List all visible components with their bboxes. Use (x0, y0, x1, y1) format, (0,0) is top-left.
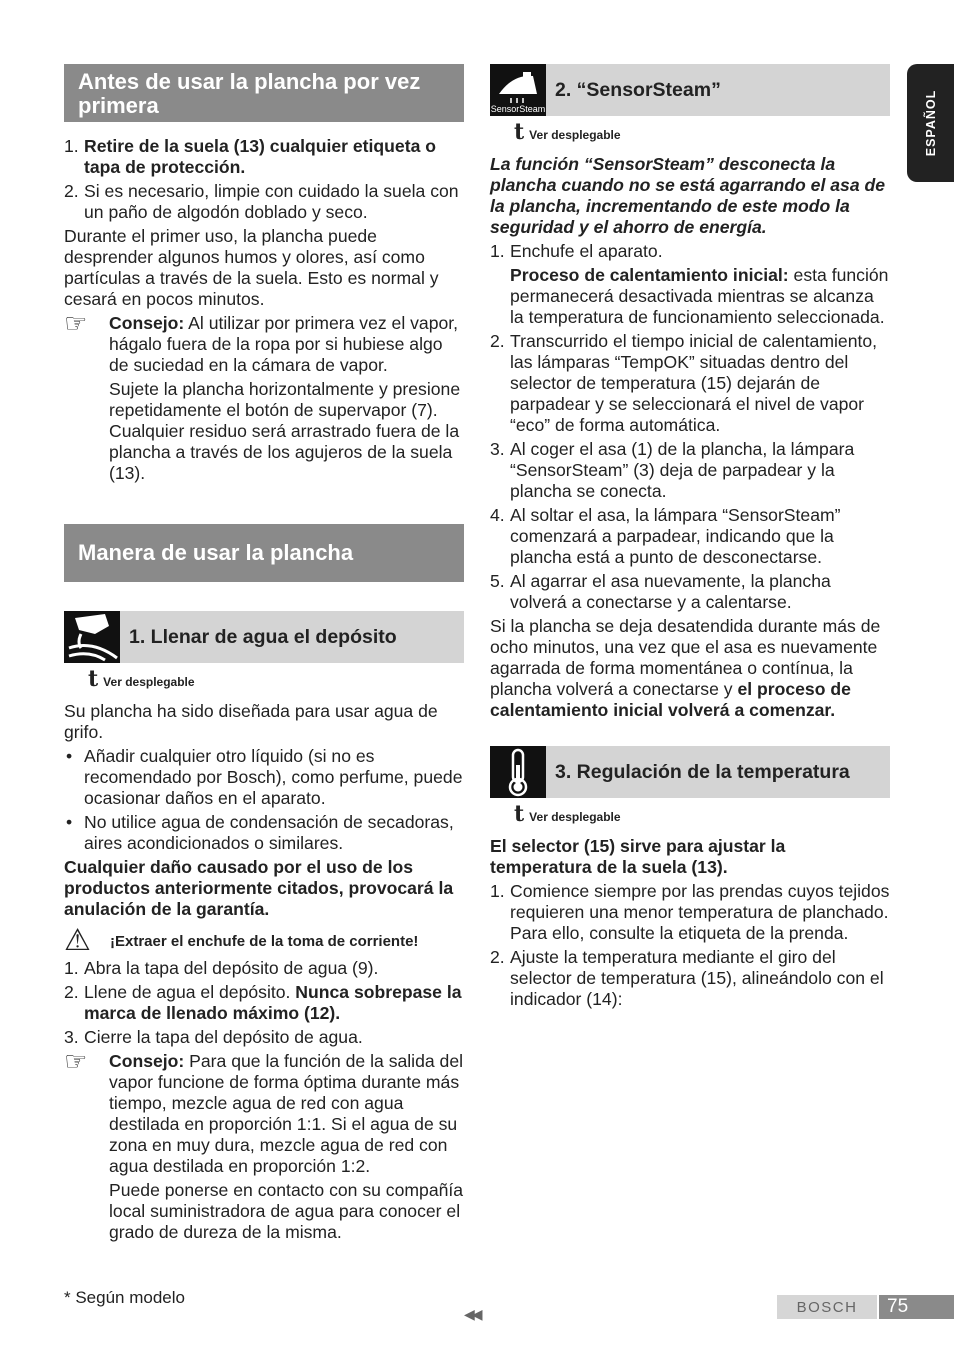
language-tab (907, 64, 954, 182)
tip-label: Consejo: (109, 313, 185, 333)
list-item: 1. Comience siempre por las prendas cuyos tejidos requieren una menor temperatura de planchado. Para ello, consulte la etiqueta de la prenda. (490, 881, 890, 943)
fold-out-note: t Ver desplegable (514, 801, 621, 827)
list-item: 4. Al soltar el asa, la lámpara “SensorSteam” comenzará a parpadear, indicando que la plancha está a punto de desconectarse. (490, 505, 841, 567)
temp-section-header (490, 746, 890, 798)
pointing-hand-icon: ☞ (64, 1047, 88, 1077)
temp-steps (490, 881, 890, 1010)
pointing-hand-icon: ☞ (64, 309, 88, 339)
sensor-steps (490, 241, 890, 262)
fold-out-icon: t (514, 119, 525, 145)
list-item: 2. Llene de agua el depósito. Nunca sobrepase la marca de llenado máximo (12). (64, 982, 462, 1023)
back-nav-icon[interactable]: ◀◀ (464, 1306, 480, 1322)
temp-section-title: 3. Regulación de la temperatura (546, 746, 890, 798)
tip-label: Consejo: (109, 1051, 185, 1071)
list-item: 2. Si es necesario, limpie con cuidado la suela con un paño de algodón doblado y seco. (64, 181, 459, 222)
warranty-note: Cualquier daño causado por el uso de los productos anteriormente citados, provocará la anulación de la garantía. (64, 857, 454, 919)
list-item: 3. Al coger el asa (1) de la plancha, la lámpara “SensorSteam” (3) deja de parpadear y la plancha se conecta. (490, 439, 855, 501)
list-item: 3. Cierre la tapa del depósito de agua. (64, 1027, 363, 1047)
thermometer-icon (490, 746, 546, 798)
footnote: * Según modelo (64, 1288, 185, 1307)
sensorsteam-caption: SensorSteam (490, 104, 546, 114)
list-item: 1. Retire de la suela (13) cualquier etiqueta o tapa de protección. (64, 136, 436, 177)
list-item: 1. Enchufe el aparato. (490, 241, 663, 261)
first-use-paragraph: Durante el primer uso, la plancha puede desprender algunos humos y olores, así como partículas a través de la suela. Esto es normal y cesará en pocos minutos. (64, 226, 439, 309)
sensor-section-title: 2. “SensorSteam” (546, 64, 890, 116)
list-item: 5. Al agarrar el asa nuevamente, la plancha volverá a conectarse y a calentarse. (490, 571, 831, 612)
left-column (64, 64, 464, 1243)
brand-label: BOSCH (777, 1295, 877, 1319)
warning-triangle-icon: ⚠ (64, 923, 91, 958)
fill-section-title: 1. Llenar de agua el depósito (120, 611, 464, 663)
fold-out-icon: t (88, 666, 99, 692)
first-use-tip: ☞ Consejo: Al utilizar por primera vez el vapor, hágalo fuera de la ropa por si hubiese algo de suciedad en la cámara de vapor. Sujete la plancha horizontalmente y presione repetidamente el botón de supervapor (7). Cualquier residuo será arrastrado fuera de la plancha a través de los agujeros de la suela (13). (64, 309, 461, 483)
fill-steps (64, 958, 464, 1048)
temp-intro: El selector (15) sirve para ajustar la temperatura de la suela (13). (490, 836, 786, 877)
usage-heading: Manera de usar la plancha (64, 524, 464, 582)
list-item: • No utilice agua de condensación de secadoras, aires acondicionados o similares. (66, 812, 454, 853)
first-use-heading: Antes de usar la plancha por vez primera (64, 64, 464, 122)
unplug-warning: ⚠ ¡Extraer el enchufe de la toma de corriente! (64, 923, 419, 958)
list-item: 1. Abra la tapa del depósito de agua (9). (64, 958, 379, 978)
fold-out-note: t Ver desplegable (514, 119, 621, 145)
list-item: 2. Ajuste la temperatura mediante el giro del selector de temperatura (15), alineándolo con el indicador (14): (490, 947, 884, 1009)
sensorsteam-icon (490, 64, 546, 116)
fill-section-header (64, 611, 464, 663)
fold-out-icon: t (514, 801, 525, 827)
sensor-outro: Si la plancha se deja desatendida durante más de ocho minutos, una vez que el asa es nuevamente agarrada de forma momentánea o contínua, la plancha volverá a conectarse y el proceso de calentamiento inicial volverá a comenzar. (490, 616, 881, 720)
list-item: • Añadir cualquier otro líquido (si no es recomendado por Bosch), como perfume, puede ocasionar daños en el aparato. (66, 746, 463, 808)
sensor-intro: La función “SensorSteam” desconecta la plancha cuando no se está agarrando el asa de la plancha, incrementando de este modo la seguridad y el ahorro de energía. (490, 154, 886, 237)
language-tab-label: ESPAÑOL (923, 89, 938, 157)
heat-note: Proceso de calentamiento inicial: esta función permanecerá desactivada mientras se alcanza la temperatura de funcionamiento seleccionada. (510, 265, 889, 327)
fill-tip: ☞ Consejo: Para que la función de la salida del vapor funcione de forma óptima durante más tiempo, mezcle agua de red con agua destilada en proporción 1:1. Si el agua de su zona en muy dura, mezcle agua de red con agua destilada en proporción 1:2. Puede ponerse en contacto con su compañía local suministradora de agua para conocer el grado de dureza de la misma. (64, 1047, 464, 1242)
list-item: 2. Transcurrido el tiempo inicial de calentamiento, las lámparas “TempOK” situadas dentro del selector de temperatura (15) dejarán de parpadear y se seleccionará el nivel de vapor “eco” de forma automática. (490, 331, 878, 435)
fill-intro: Su plancha ha sido diseñada para usar agua de grifo. (64, 701, 438, 742)
page-number: 75 (879, 1295, 954, 1319)
fill-bullets (64, 746, 464, 854)
right-column (490, 64, 890, 1010)
first-use-steps (64, 136, 464, 223)
fold-out-note: t Ver desplegable (88, 666, 195, 692)
water-fill-icon (64, 611, 120, 663)
sensor-section-header (490, 64, 890, 116)
